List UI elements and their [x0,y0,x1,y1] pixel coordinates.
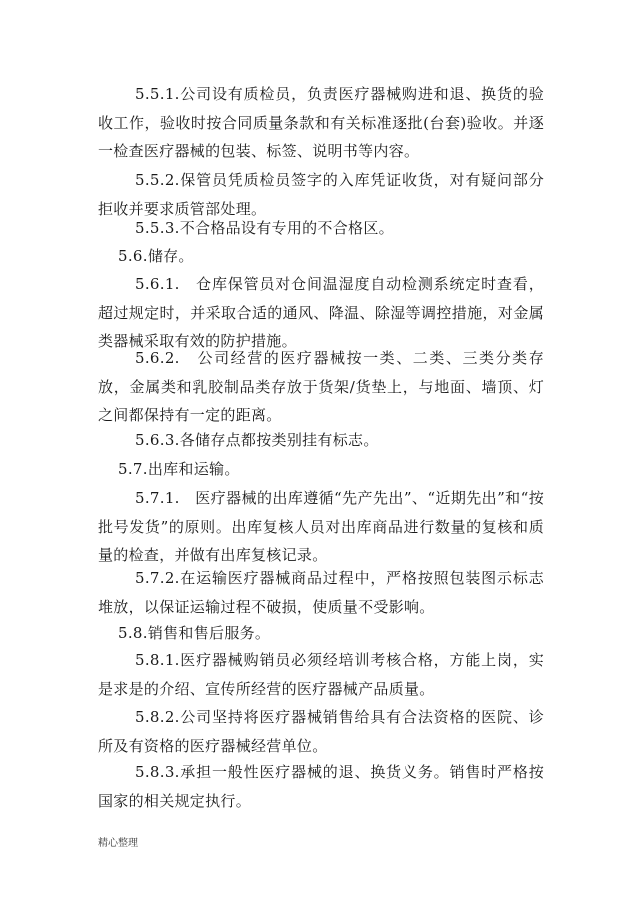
paragraph-5-6-3: 5.6.3.各储存点都按类别挂有标志。 [135,431,379,449]
section-5-6-heading: 5.6.储存。 [118,247,194,265]
paragraph-5-6-2: 5.6.2. 公司经营的医疗器械按一类、二类、三类分类存放，金属类和乳胶制品类存放于货架/货垫上，与地面、墙顶、灯之间都保持有一定的距离。 [98,349,544,424]
paragraph-5-8-3: 5.8.3.承担一般性医疗器械的退、换货义务。销售时严格按国家的相关规定执行。 [98,763,544,810]
paragraph-5-8-2: 5.8.2.公司坚持将医疗器械销售给具有合法资格的医院、诊所及有资格的医疗器械经营单位。 [98,708,544,755]
paragraph-5-7-1: 5.7.1. 医疗器械的出库遵循“先产先出”、“近期先出”和“按批号发货”的原则。出库复核人员对出库商品进行数量的复核和质量的检查，并做有出库复核记录。 [98,489,544,564]
paragraph-5-5-1: 5.5.1.公司设有质检员，负责医疗器械购进和退、换货的验收工作，验收时按合同质量条款和有关标准逐批(台套)验收。并逐一检查医疗器械的包装、标签、说明书等内容。 [98,85,544,160]
footer-label: 精心整理 [98,838,138,849]
paragraph-5-8-1: 5.8.1.医疗器械购销员必须经培训考核合格，方能上岗，实是求是的介绍、宣传所经营的医疗器械产品质量。 [98,651,544,698]
paragraph-5-6-1: 5.6.1. 仓库保管员对仓间温湿度自动检测系统定时查看，超过规定时，并采取合适的通风、降温、除湿等调控措施，对金属类器械采取有效的防护措施。 [98,275,544,350]
paragraph-5-7-2: 5.7.2.在运输医疗器械商品过程中，严格按照包装图示标志堆放，以保证运输过程不破损，使质量不受影响。 [98,569,544,616]
section-5-7-heading: 5.7.出库和运输。 [118,460,240,478]
section-5-8-heading: 5.8.销售和售后服务。 [118,624,271,642]
paragraph-5-5-3: 5.5.3.不合格品设有专用的不合格区。 [135,219,394,237]
paragraph-5-5-2: 5.5.2.保管员凭质检员签字的入库凭证收货，对有疑问部分拒收并要求质管部处理。 [98,171,544,218]
